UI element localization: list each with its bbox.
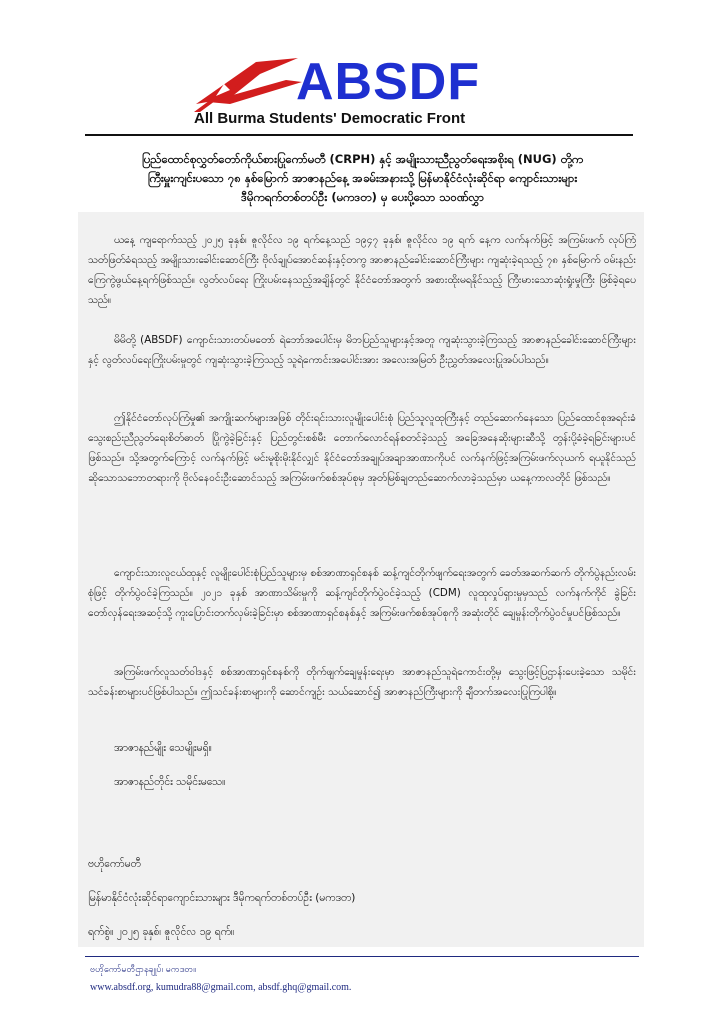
signature-organization: မြန်မာနိုင်ငံလုံးဆိုင်ရာကျောင်းသားများ ဒီမိုကရက်တစ်တပ်ဦး (မကဒတ) bbox=[88, 892, 356, 904]
paragraph-2: မိမိတို့ (ABSDF) ကျောင်းသားတပ်မတော် ရဲဘော်အပေါင်းမှ မိဘပြည်သူများနှင့်အတူ ကျဆုံးသွားခဲ့ကြသည့် အာဇာနည်ခေါင်းဆောင်ကြီးများနှင့် လွတ်လပ်ရေးကြိုးပမ်းမှုတွင် ကျဆုံးသွားခဲ့ကြသည့် သူရဲကောင်းအပေါင်းအား အလေးအမြတ် ဦးညွှတ်အလေးပြုအပ်ပါသည်။ bbox=[88, 334, 636, 366]
logo-wordmark: ABSDF bbox=[296, 53, 481, 111]
closing-slogan-2: အာဇာနည်တိုင်း သမိုင်းမသေ။ bbox=[114, 776, 226, 788]
footer-divider bbox=[85, 956, 639, 957]
title-line-2: ကြီးမှူးကျင်းပသော ၇၈ နှစ်မြောက် အာဇာနည်နေ့ အခမ်းအနားသို့ မြန်မာနိုင်ငံလုံးဆိုင်ရာ ကျောင်းသားများ bbox=[147, 171, 578, 185]
paragraph-5: အကြမ်းဖက်လူသတ်ဝါဒနှင့် စစ်အာဏာရှင်စနစ်ကို တိုက်ဖျက်ချေမှုန်းရေးမှာ အာဇာနည်သူရဲကောင်းတို့မှ သွေးဖြင့်ပြဌာန်းပေးခဲ့သော သမိုင်းသင်ခန်းစာများပင်ဖြစ်ပါသည်။ ဤသင်ခန်းစာများကို ဆောင်ကျဉ်း သယ်ဆောင်၍ အာဇာနည်ကြီးများကို ချီတက်အလေးပြုကြပါစို့။ bbox=[88, 666, 636, 698]
document-title bbox=[90, 150, 635, 207]
header-divider bbox=[85, 134, 633, 136]
footer-office: ဗဟိုကော်မတီဌာနချုပ်၊ မကဒတ။ bbox=[90, 965, 196, 975]
title-line-1: ပြည်ထောင်စုလွှတ်တော်ကိုယ်စားပြုကော်မတီ (CRPH) နှင့် အမျိုးသားညီညွတ်ရေးအစိုးရ (NUG) တို့က bbox=[141, 152, 584, 166]
flag-icon bbox=[190, 54, 308, 114]
signature-committee: ဗဟိုကော်မတီ bbox=[88, 858, 141, 870]
closing-slogan-1: အာဇာနည်မျိုး သေမျိုးမရှိ။ bbox=[114, 742, 212, 754]
paragraph-1: ယနေ့ ကျရောက်သည့် ၂၀၂၅ ခုနှစ်၊ ဇူလိုင်လ ၁၉ ရက်နေ့သည် ၁၉၄၇ ခုနှစ်၊ ဇူလိုင်လ ၁၉ ရက် နေ့က လက်နက်ဖြင့် အကြမ်းဖက် လုပ်ကြံသတ်ဖြတ်ခံရသည့် အမျိုးသားခေါင်းဆောင်ကြီး ဗိုလ်ချုပ်အောင်ဆန်းနှင့်တကွ အာဇာနည်ခေါင်းဆောင်ကြီးများ ကျဆုံးခဲ့ရသည့် ၇၈ နှစ်မြောက် ဝမ်းနည်းကြေကွဲဖွယ်နေ့ရက်ဖြစ်သည်။ လွတ်လပ်ရေး ကြိုးပမ်းနေသည့်အချိန်တွင် နိုင်ငံတော်အတွက် အစားထိုးမရနိုင်သည့် ကြီးမားသောဆုံးရှုံးမှုကြီး ဖြစ်ခဲ့ရပေသည်။ bbox=[88, 234, 636, 306]
title-line-3: ဒီမိုကရက်တစ်တပ်ဦး (မကဒတ) မှ ပေးပို့သော သဝဏ်လွှာ bbox=[240, 190, 485, 204]
signature-date: ရက်စွဲ။ ၂၀၂၅ ခုနှစ်၊ ဇူလိုင်လ ၁၉ ရက်။ bbox=[88, 926, 235, 938]
organization-name: All Burma Students' Democratic Front bbox=[194, 110, 466, 127]
footer-contacts: www.absdf.org, kumudra88@gmail.com, absdf.ghq@gmail.com. bbox=[90, 982, 352, 993]
paragraph-4: ကျောင်းသားလူငယ်ထုနှင့် လူမျိုးပေါင်းစုံပြည်သူများမှ စစ်အာဏာရှင်စနစ် ဆန့်ကျင်တိုက်ဖျက်ရေးအတွက် ခေတ်အဆက်ဆက် တိုက်ပွဲနည်းလမ်းစုံဖြင့် တိုက်ပွဲဝင်ခဲ့ကြသည်။ ၂၀၂၁ ခုနှစ် အာဏာသိမ်းမှုကို ဆန့်ကျင်တိုက်ပွဲဝင်ခဲ့သည့် (CDM) လူထုလှုပ်ရှားမှုမှသည် လက်နက်ကိုင် ခွဲခြင်းတော်လှန်ရေးအဆင့်သို့ ကူးပြောင်းတက်လှမ်းခဲ့ခြင်းမှာ စစ်အာဏာရှင်စနစ်နှင့် အကြမ်းဖက်စစ်အုပ်စုကို အဆုံးတိုင် ချေမှုန်းတိုက်ပွဲဝင်မှုပင်ဖြစ်သည်။ bbox=[88, 567, 636, 619]
paragraph-3: ဤနိုင်ငံတော်လုပ်ကြံမှု၏ အကျိုးဆက်များအဖြစ် တိုင်းရင်းသားလူမျိုးပေါင်းစုံ ပြည်သူလူထုကြီးနှင့် တည်ဆောက်နေသော ပြည်ထောင်စုအရင်းခံ သွေးစည်းညီညွတ်ရေးစိတ်ဓာတ် ပြိုကွဲခဲ့ခြင်းနှင့် ပြည်တွင်းစစ်မီး တောက်လောင်ရန်စတင်ခဲ့သည့် အခြေအနေဆိုးများဆီသို့ တွန်းပို့ခံခဲ့ရခြင်းများပင်ဖြစ်သည်။ သို့အတွက်ကြောင့် လက်နက်ဖြင့် မင်းမူစိုးမိုးနိုင်လျှင် နိုင်ငံတော်အချုပ်အချာအာဏာကိုပင် လက်နက်ဖြင့်အကြမ်းဖက်လုယက် ရယူနိုင်သည်ဆိုသောသဘောတရားကို ဗိုလ်နေဝင်းဦးဆောင်သည့် အကြမ်းဖက်စစ်အုပ်စုမှ အုတ်မြစ်ချတည်ဆောက်လာခဲ့သည်မှာ ယနေ့ကာလတိုင် ဖြစ်သည်။ bbox=[88, 412, 636, 484]
absdf-logo bbox=[190, 54, 530, 136]
